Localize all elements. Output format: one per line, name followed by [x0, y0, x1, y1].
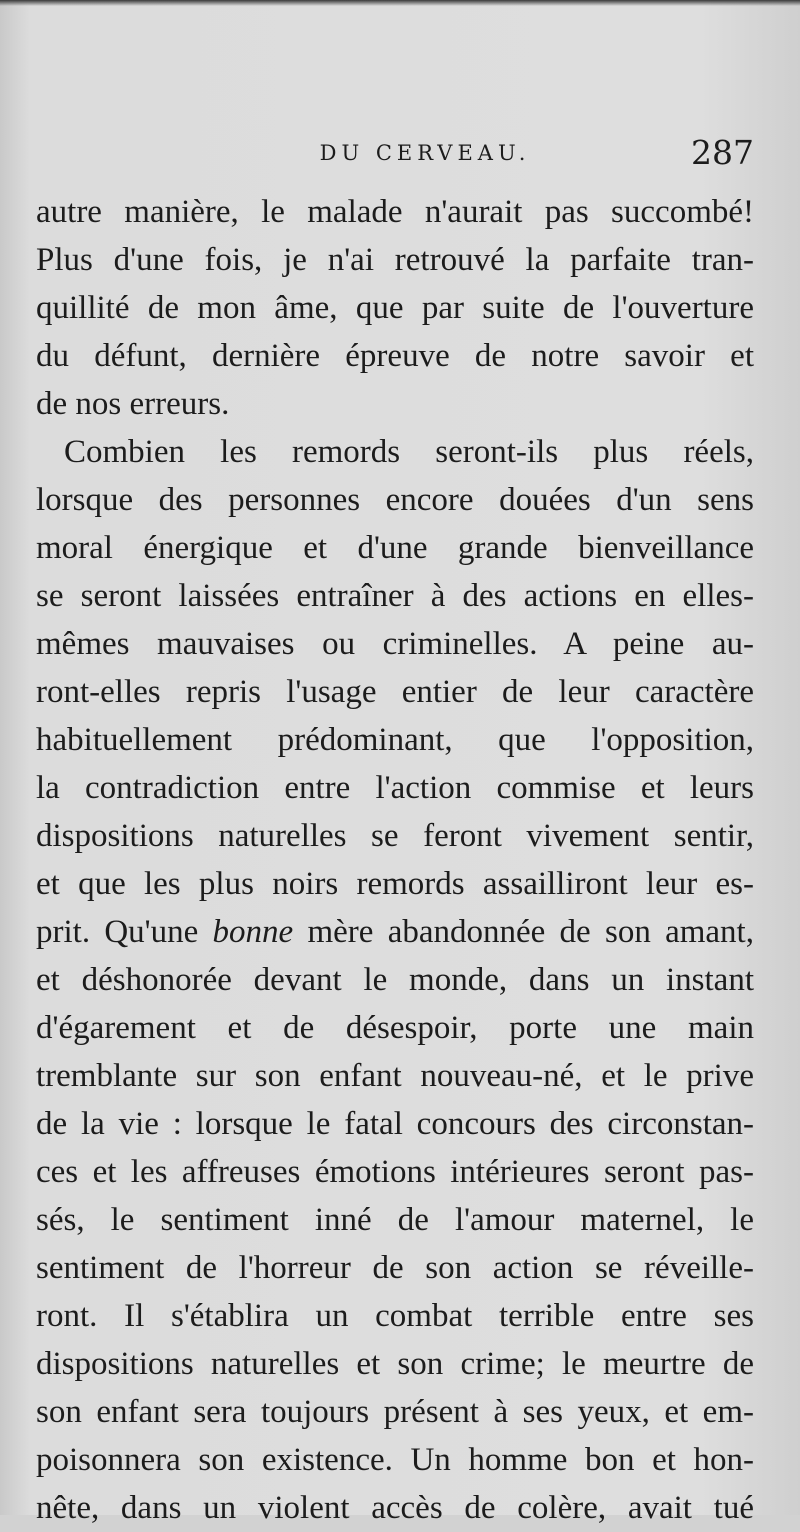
scan-edge	[0, 0, 800, 6]
body-text	[36, 188, 754, 1532]
text-line: moral énergique et d'une grande bienveillance	[36, 530, 754, 566]
text-line: lorsque des personnes encore douées d'un sens	[36, 482, 754, 518]
text-line: Combien les remords seront-ils plus réels,	[64, 434, 754, 470]
text-line: ront. Il s'établira un combat terrible entre ses	[36, 1298, 754, 1334]
text-line: de la vie : lorsque le fatal concours des circonstan-	[36, 1106, 754, 1142]
text-line: sentiment de l'horreur de son action se réveille-	[36, 1250, 754, 1286]
text-line: se seront laissées entraîner à des actions en elles-	[36, 578, 754, 614]
text-line: du défunt, dernière épreuve de notre savoir et	[36, 338, 754, 374]
page-number: 287	[691, 133, 754, 172]
text-line: et que les plus noirs remords assailliront leur es-	[36, 866, 754, 902]
text-line: de nos erreurs.	[36, 386, 230, 422]
text-line: nête, dans un violent accès de colère, avait tué	[36, 1490, 754, 1526]
running-title: DU CERVEAU.	[319, 141, 531, 165]
text-line: dispositions naturelles se feront vivement sentir,	[36, 818, 754, 854]
text-line: quillité de mon âme, que par suite de l'ouverture	[36, 290, 754, 326]
text-line: prit. Qu'une bonne mère abandonnée de son amant,	[36, 914, 754, 950]
text-line: Plus d'une fois, je n'ai retrouvé la parfaite tran-	[36, 242, 754, 278]
text-line: ces et les affreuses émotions intérieures seront pas-	[36, 1154, 754, 1190]
text-line: et déshonorée devant le monde, dans un instant	[36, 962, 754, 998]
italic-word: bonne	[212, 914, 294, 950]
text-line: poisonnera son existence. Un homme bon et hon-	[36, 1442, 754, 1478]
text-line: ront-elles repris l'usage entier de leur caractère	[36, 674, 754, 710]
text-line: habituellement prédominant, que l'opposition,	[36, 722, 754, 758]
text-line: mêmes mauvaises ou criminelles. A peine au-	[36, 626, 754, 662]
text-line: la contradiction entre l'action commise et leurs	[36, 770, 754, 806]
text-line: son enfant sera toujours présent à ses yeux, et em-	[36, 1394, 754, 1430]
text-line: d'égarement et de désespoir, porte une main	[36, 1010, 754, 1046]
running-head	[36, 133, 754, 179]
text-line: tremblante sur son enfant nouveau-né, et le prive	[36, 1058, 754, 1094]
text-line: autre manière, le malade n'aurait pas succombé!	[36, 194, 754, 230]
text-line: sés, le sentiment inné de l'amour maternel, le	[36, 1202, 754, 1238]
text-line: dispositions naturelles et son crime; le meurtre de	[36, 1346, 754, 1382]
